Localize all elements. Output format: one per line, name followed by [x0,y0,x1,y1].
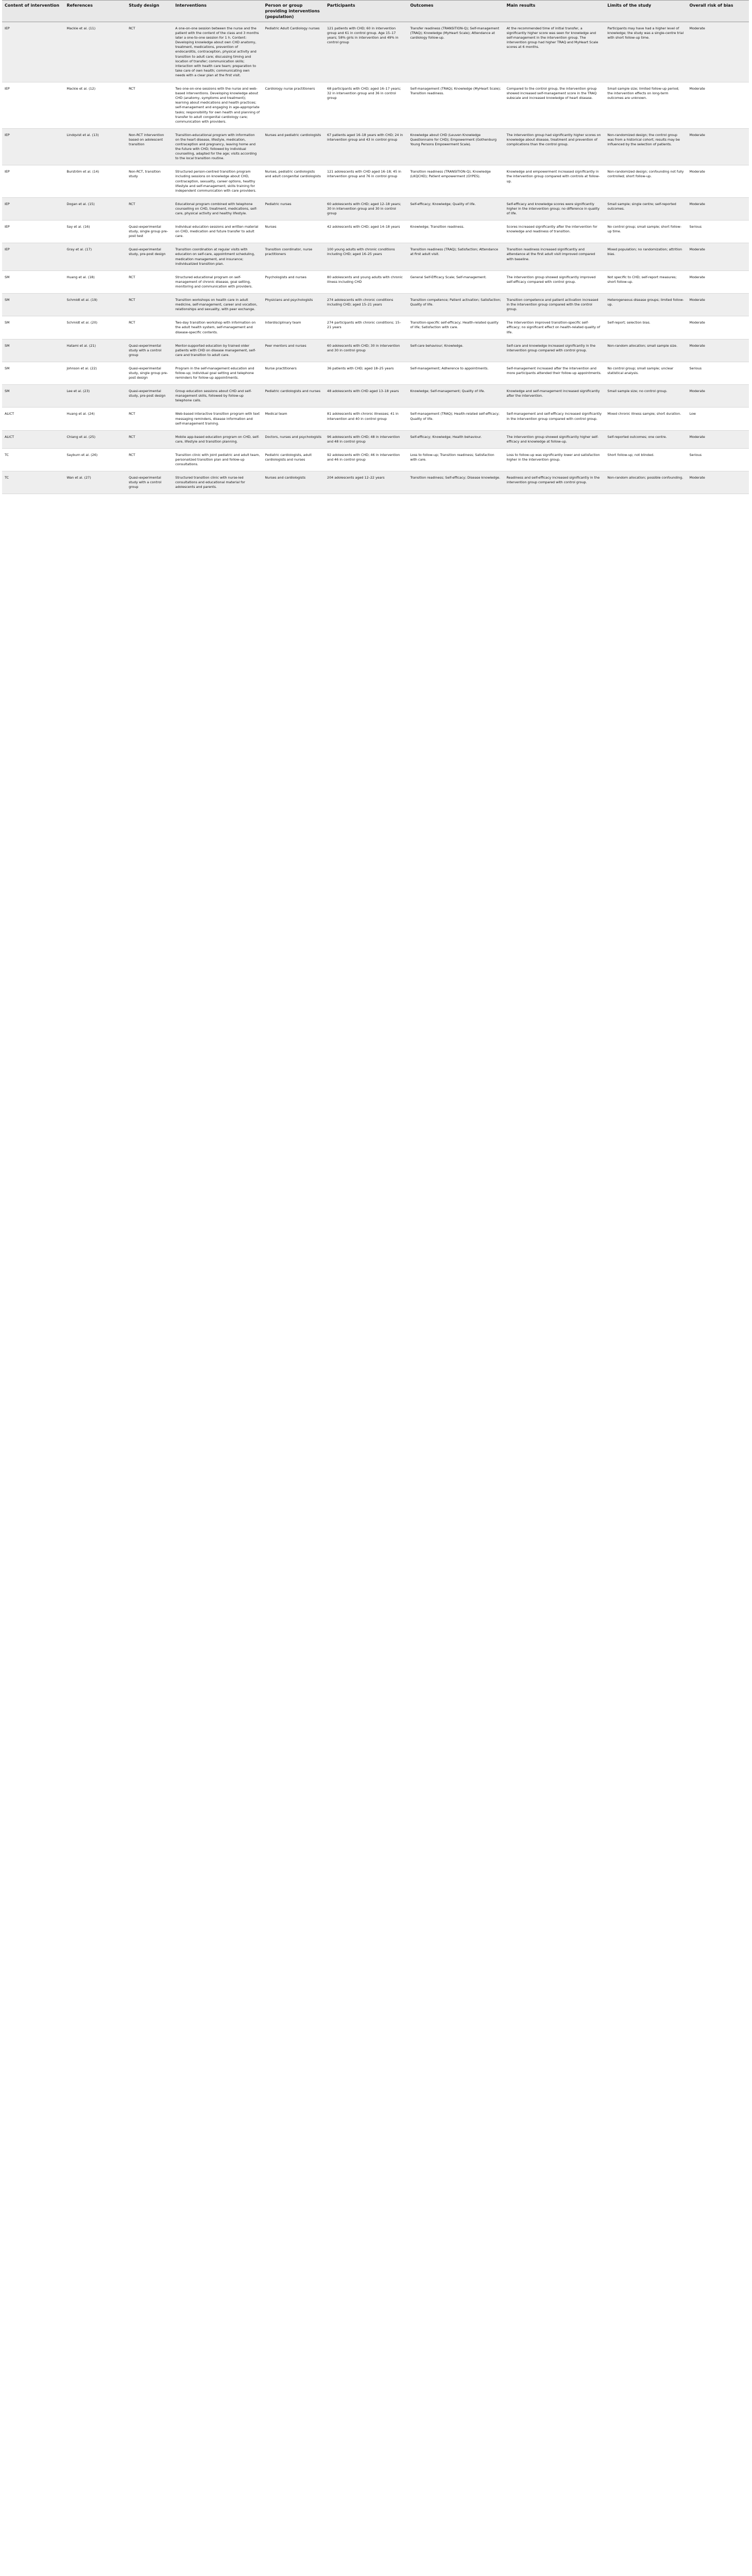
limits-cell: Non-random allocation; small sample size. [605,339,687,362]
limits-cell: Self-reported outcomes; one centre. [605,430,687,448]
interventions-cell: Mobile app-based education program on CHD, self-care, lifestyle and transition planning. [173,430,262,448]
limits-cell: Mixed population; no randomization; attrition bias. [605,243,687,270]
limits-cell: Mixed chronic illness sample; short duration. [605,408,687,430]
table-row [2,408,749,430]
content-cell: SM [2,294,64,316]
provider-cell: Nurses and cardiologists [263,471,324,494]
table-row [2,221,749,243]
bias-cell: Moderate [687,270,749,293]
column-header: Limits of the study [605,1,687,22]
table-row [2,448,749,471]
results-cell: Scores increased significantly after the intervention for knowledge and readiness of transition. [504,221,605,243]
outcomes-cell: Self-care behaviour; Knowledge. [407,339,504,362]
bias-cell: Moderate [687,22,749,82]
provider-cell: Transition coordinator, nurse practitioners [263,243,324,270]
bias-cell: Moderate [687,385,749,408]
table-row [2,22,749,82]
column-header: Outcomes [407,1,504,22]
participants-cell: 48 adolescents with CHD aged 13–18 years [324,385,407,408]
outcomes-cell: Transition-specific self-efficacy; Health-related quality of life; Satisfaction with care. [407,316,504,339]
interventions-cell: Individual education sessions and written material on CHD, medication and future transfer to adult care. [173,221,262,243]
participants-cell: 67 patients aged 16–18 years with CHD; 24 in intervention group and 43 in control group [324,128,407,165]
limits-cell: Small sample size; no control group. [605,385,687,408]
reference-cell: Schmidt et al. (19) [64,294,126,316]
outcomes-cell: General Self-Efficacy Scale; Self-management. [407,270,504,293]
reference-cell: Lindqvist et al. (13) [64,128,126,165]
reference-cell: Johnson et al. (22) [64,362,126,384]
outcomes-cell: Self-management (TRAQ); Health-related self-efficacy; Quality of life. [407,408,504,430]
results-cell: Self-management increased after the intervention and more participants attended their follow-up appointments. [504,362,605,384]
limits-cell: Self-report; selection bias. [605,316,687,339]
reference-cell: Dogan et al. (15) [64,197,126,220]
outcomes-cell: Self-efficacy; Knowledge; Quality of life. [407,197,504,220]
participants-cell: 96 adolescents with CHD; 48 in intervention and 48 in control group [324,430,407,448]
bias-cell: Moderate [687,82,749,129]
bias-cell: Moderate [687,316,749,339]
evidence-table-container [2,0,749,494]
design-cell: RCT [126,294,173,316]
content-cell: IEP [2,82,64,129]
provider-cell: Cardiology nurse practitioners [263,82,324,129]
bias-cell: Serious [687,221,749,243]
outcomes-cell: Transition readiness; Self-efficacy; Disease knowledge. [407,471,504,494]
interventions-cell: Web-based interactive transition program with text messaging reminders, disease information and self-management training. [173,408,262,430]
outcomes-cell: Loss to follow-up; Transition readiness; Satisfaction with care. [407,448,504,471]
outcomes-cell: Transition readiness (TRAQ); Satisfaction; Attendance at first adult visit. [407,243,504,270]
outcomes-cell: Knowledge about CHD (Leuven Knowledge Questionnaire for CHD); Empowerment (Gothenburg Young Persons Empowerment Scale). [407,128,504,165]
participants-cell: 274 adolescents with chronic conditions including CHD; aged 15–21 years [324,294,407,316]
interventions-cell: Group education sessions about CHD and self-management skills, followed by follow-up telephone calls. [173,385,262,408]
reference-cell: Mackie et al. (11) [64,22,126,82]
reference-cell: Sayburn et al. (26) [64,448,126,471]
bias-cell: Serious [687,448,749,471]
limits-cell: No control group; small sample; unclear statistical analysis. [605,362,687,384]
outcomes-cell: Knowledge; Transition readiness. [407,221,504,243]
column-header: Study design [126,1,173,22]
limits-cell: Non-randomized design; the control group was from a historical cohort; results may be influenced by the selection of patients. [605,128,687,165]
outcomes-cell: Knowledge; Self-management; Quality of life. [407,385,504,408]
table-row [2,165,749,197]
participants-cell: 274 participants with chronic conditions; 15–21 years [324,316,407,339]
outcomes-cell: Self-management; Adherence to appointments. [407,362,504,384]
results-cell: Self-efficacy and knowledge scores were significantly higher in the intervention group; no difference in quality of life. [504,197,605,220]
content-cell: IEP [2,221,64,243]
design-cell: RCT [126,82,173,129]
provider-cell: Nurses and pediatric cardiologists [263,128,324,165]
results-cell: Self-management and self-efficacy increased significantly in the intervention group compared with control group. [504,408,605,430]
bias-cell: Moderate [687,197,749,220]
interventions-cell: Transition-educational program with information on the heart disease, lifestyle, medication, contraception and pregnancy, leaving home and the future with CHD; followed by individual counselling, adapted for the age; visits according to the local transition routine. [173,128,262,165]
table-row [2,339,749,362]
interventions-cell: Mentor-supported education by trained older patients with CHD on disease management, self-care and transition to adult care. [173,339,262,362]
results-cell: Loss to follow-up was significantly lower and satisfaction higher in the intervention group. [504,448,605,471]
bias-cell: Low [687,408,749,430]
provider-cell: Doctors, nurses and psychologists [263,430,324,448]
provider-cell: Nurse practitioners [263,362,324,384]
design-cell: Quasi-experimental study with a control group [126,471,173,494]
reference-cell: Huang et al. (18) [64,270,126,293]
provider-cell: Physicians and psychologists [263,294,324,316]
reference-cell: Wan et al. (27) [64,471,126,494]
table-row [2,385,749,408]
table-row [2,243,749,270]
design-cell: RCT [126,197,173,220]
participants-cell: 80 adolescents and young adults with chronic illness including CHD [324,270,407,293]
provider-cell: Nurses [263,221,324,243]
design-cell: RCT [126,22,173,82]
reference-cell: Hatami et al. (21) [64,339,126,362]
content-cell: ALICT [2,408,64,430]
column-header: Main results [504,1,605,22]
column-header: Interventions [173,1,262,22]
design-cell: Non-RCT intervention based on adolescent transition [126,128,173,165]
results-cell: Readiness and self-efficacy increased significantly in the intervention group compared with control group. [504,471,605,494]
reference-cell: Schmidt et al. (20) [64,316,126,339]
interventions-cell: Program in the self-management education and follow-up; individual goal setting and telephone reminders for follow-up appointments. [173,362,262,384]
participants-cell: 121 adolescents with CHD aged 16–18; 45 in intervention group and 76 in control group [324,165,407,197]
bias-cell: Moderate [687,471,749,494]
design-cell: RCT [126,316,173,339]
table-row [2,128,749,165]
content-cell: ALICT [2,430,64,448]
participants-cell: 121 patients with CHD; 60 in intervention group and 61 in control group. Age 15–17 years; 58% girls in intervention and 49% in control group [324,22,407,82]
outcomes-cell: Self-efficacy; Knowledge; Health behaviour. [407,430,504,448]
provider-cell: Pediatric cardiologists and nurses [263,385,324,408]
column-header: Person or group providing interventions (population) [263,1,324,22]
provider-cell: Interdisciplinary team [263,316,324,339]
table-row [2,294,749,316]
results-cell: The intervention group showed significantly higher self-efficacy and knowledge at follow-up. [504,430,605,448]
table-row [2,362,749,384]
interventions-cell: A one-on-one session between the nurse and the patient with the content of the class and 3 months later a one-to-one session for 1 h. Content: Developing knowledge about own CHD anatomy, treatment, medications, prevention of endocarditis, contraception, physical activity and transition to adult care; discussing timing and location of transfer; communication skills; interaction with health care team; preparation to take care of own health; communicating own needs with a clear plan at the first visit. [173,22,262,82]
bias-cell: Moderate [687,339,749,362]
results-cell: Transition readiness increased significantly and attendance at the first adult visit improved compared with baseline. [504,243,605,270]
participants-cell: 60 adolescents with CHD; aged 12–18 years; 30 in intervention group and 30 in control group [324,197,407,220]
bias-cell: Moderate [687,128,749,165]
participants-cell: 36 patients with CHD; aged 18–25 years [324,362,407,384]
limits-cell: Non-randomized design; confounding not fully controlled; short follow-up. [605,165,687,197]
column-header: Participants [324,1,407,22]
interventions-cell: Transition coordination at regular visits with education on self-care, appointment scheduling, medication management, and insurance; individualized transition plan. [173,243,262,270]
content-cell: IEP [2,165,64,197]
table-row [2,316,749,339]
content-cell: IEP [2,197,64,220]
results-cell: Knowledge and empowerment increased significantly in the intervention group compared with controls at follow-up. [504,165,605,197]
interventions-cell: Educational program combined with telephone counselling on CHD, treatment, medications, self-care, physical activity and healthy lifestyle. [173,197,262,220]
outcomes-cell: Transfer readiness (TRANSITION-Q); Self-management (TRAQ); Knowledge (MyHeart Scale); Attendance at cardiology follow-up. [407,22,504,82]
outcomes-cell: Self-management (TRAQ); Knowledge (MyHeart Scale); Transition readiness. [407,82,504,129]
interventions-cell: Structured transition clinic with nurse-led consultations and educational material for adolescents and parents. [173,471,262,494]
results-cell: Self-care and knowledge increased significantly in the intervention group compared with control group. [504,339,605,362]
bias-cell: Moderate [687,165,749,197]
limits-cell: Non-random allocation; possible confounding. [605,471,687,494]
content-cell: SM [2,270,64,293]
table-row [2,270,749,293]
interventions-cell: Transition workshops on health care in adult medicine, self-management, career and vocation, relationships and sexuality, with peer exchange. [173,294,262,316]
interventions-cell: Two one-on-one sessions with the nurse and web-based interventions. Developing knowledge about CHD (anatomy, symptoms and treatment); learning about medications and health practices; self-management and engaging in age-appropriate tasks; responsibility for own health and planning of transfer to adult congenital cardiology care; communication with providers. [173,82,262,129]
limits-cell: Participants may have had a higher level of knowledge; the study was a single-centre trial with short follow-up time. [605,22,687,82]
table-header [2,1,749,22]
column-header: Content of intervention [2,1,64,22]
outcomes-cell: Transition competence; Patient activation; Satisfaction; Quality of life. [407,294,504,316]
column-header: References [64,1,126,22]
limits-cell: Heterogeneous disease groups; limited follow-up. [605,294,687,316]
provider-cell: Pediatric cardiologists, adult cardiologists and nurses [263,448,324,471]
table-body [2,22,749,494]
results-cell: Knowledge and self-management increased significantly after the intervention. [504,385,605,408]
limits-cell: Small sample size; limited follow-up period; the intervention effects on long-term outcomes are unknown. [605,82,687,129]
limits-cell: Not specific to CHD; self-report measures; short follow-up. [605,270,687,293]
column-header: Overall risk of bias [687,1,749,22]
results-cell: At the recommended time of initial transfer, a significantly higher score was seen for knowledge and self-management in the intervention group. The intervention group had higher TRAQ and MyHeart Scale scores at 6 months. [504,22,605,82]
provider-cell: Nurses, pediatric cardiologists and adult congenital cardiologists [263,165,324,197]
provider-cell: Pediatric nurses [263,197,324,220]
reference-cell: Mackie et al. (12) [64,82,126,129]
content-cell: IEP [2,128,64,165]
reference-cell: Lee et al. (23) [64,385,126,408]
reference-cell: Chiang et al. (25) [64,430,126,448]
bias-cell: Moderate [687,243,749,270]
bias-cell: Serious [687,362,749,384]
design-cell: Non-RCT, transition study [126,165,173,197]
outcomes-cell: Transition readiness (TRANSITION-Q); Knowledge (LKQCHD); Patient empowerment (GYPES). [407,165,504,197]
limits-cell: Short follow-up; not blinded. [605,448,687,471]
design-cell: Quasi-experimental study, single group pre-post design [126,362,173,384]
design-cell: Quasi-experimental study with a control group [126,339,173,362]
reference-cell: Gray et al. (17) [64,243,126,270]
design-cell: Quasi-experimental study, pre-post design [126,243,173,270]
reference-cell: Burström et al. (14) [64,165,126,197]
content-cell: TC [2,471,64,494]
participants-cell: 92 adolescents with CHD; 46 in intervention and 46 in control group [324,448,407,471]
table-row [2,197,749,220]
results-cell: The intervention improved transition-specific self-efficacy; no significant effect on health-related quality of life. [504,316,605,339]
limits-cell: Small sample; single centre; self-reported outcomes. [605,197,687,220]
evidence-table [2,0,749,494]
bias-cell: Moderate [687,294,749,316]
reference-cell: Say et al. (16) [64,221,126,243]
content-cell: IEP [2,243,64,270]
interventions-cell: Structured person-centred transition program including sessions on knowledge about CHD, contraception, sexuality, career options, healthy lifestyle and self-management; skills training for independent communication with care providers. [173,165,262,197]
participants-cell: 81 adolescents with chronic illnesses; 41 in intervention and 40 in control group [324,408,407,430]
design-cell: RCT [126,448,173,471]
results-cell: The intervention group had significantly higher scores on knowledge about disease, treatment and prevention of complications than the control group. [504,128,605,165]
interventions-cell: Transition clinic with joint pediatric and adult team, personalized transition plan and follow-up consultations. [173,448,262,471]
reference-cell: Huang et al. (24) [64,408,126,430]
header-row [2,1,749,22]
content-cell: TC [2,448,64,471]
design-cell: RCT [126,270,173,293]
provider-cell: Pediatric Adult Cardiology nurses [263,22,324,82]
interventions-cell: Two-day transition workshop with information on the adult health system, self-management and disease-specific contents. [173,316,262,339]
design-cell: Quasi-experimental study, pre-post design [126,385,173,408]
bias-cell: Moderate [687,430,749,448]
table-row [2,471,749,494]
design-cell: RCT [126,430,173,448]
interventions-cell: Structured educational program on self-management of chronic disease, goal setting, monitoring and communication with providers. [173,270,262,293]
participants-cell: 42 adolescents with CHD; aged 14–18 years [324,221,407,243]
provider-cell: Medical team [263,408,324,430]
design-cell: RCT [126,408,173,430]
participants-cell: 68 participants with CHD; aged 16–17 years; 32 in intervention group and 36 in control group [324,82,407,129]
results-cell: Compared to the control group, the intervention group showed increased self-management score in the TRAQ subscale and increased knowledge of heart disease. [504,82,605,129]
content-cell: SM [2,339,64,362]
table-row [2,430,749,448]
content-cell: SM [2,362,64,384]
provider-cell: Peer mentors and nurses [263,339,324,362]
results-cell: Transition competence and patient activation increased in the intervention group compared with the control group. [504,294,605,316]
limits-cell: No control group; small sample; short follow-up time. [605,221,687,243]
results-cell: The intervention group showed significantly improved self-efficacy compared with control group. [504,270,605,293]
content-cell: SM [2,316,64,339]
table-row [2,82,749,129]
participants-cell: 204 adolescents aged 12–22 years [324,471,407,494]
content-cell: SM [2,385,64,408]
participants-cell: 100 young adults with chronic conditions including CHD; aged 16–25 years [324,243,407,270]
content-cell: IEP [2,22,64,82]
design-cell: Quasi-experimental study, single group pre-post test [126,221,173,243]
provider-cell: Psychologists and nurses [263,270,324,293]
participants-cell: 60 adolescents with CHD; 30 in intervention and 30 in control group [324,339,407,362]
